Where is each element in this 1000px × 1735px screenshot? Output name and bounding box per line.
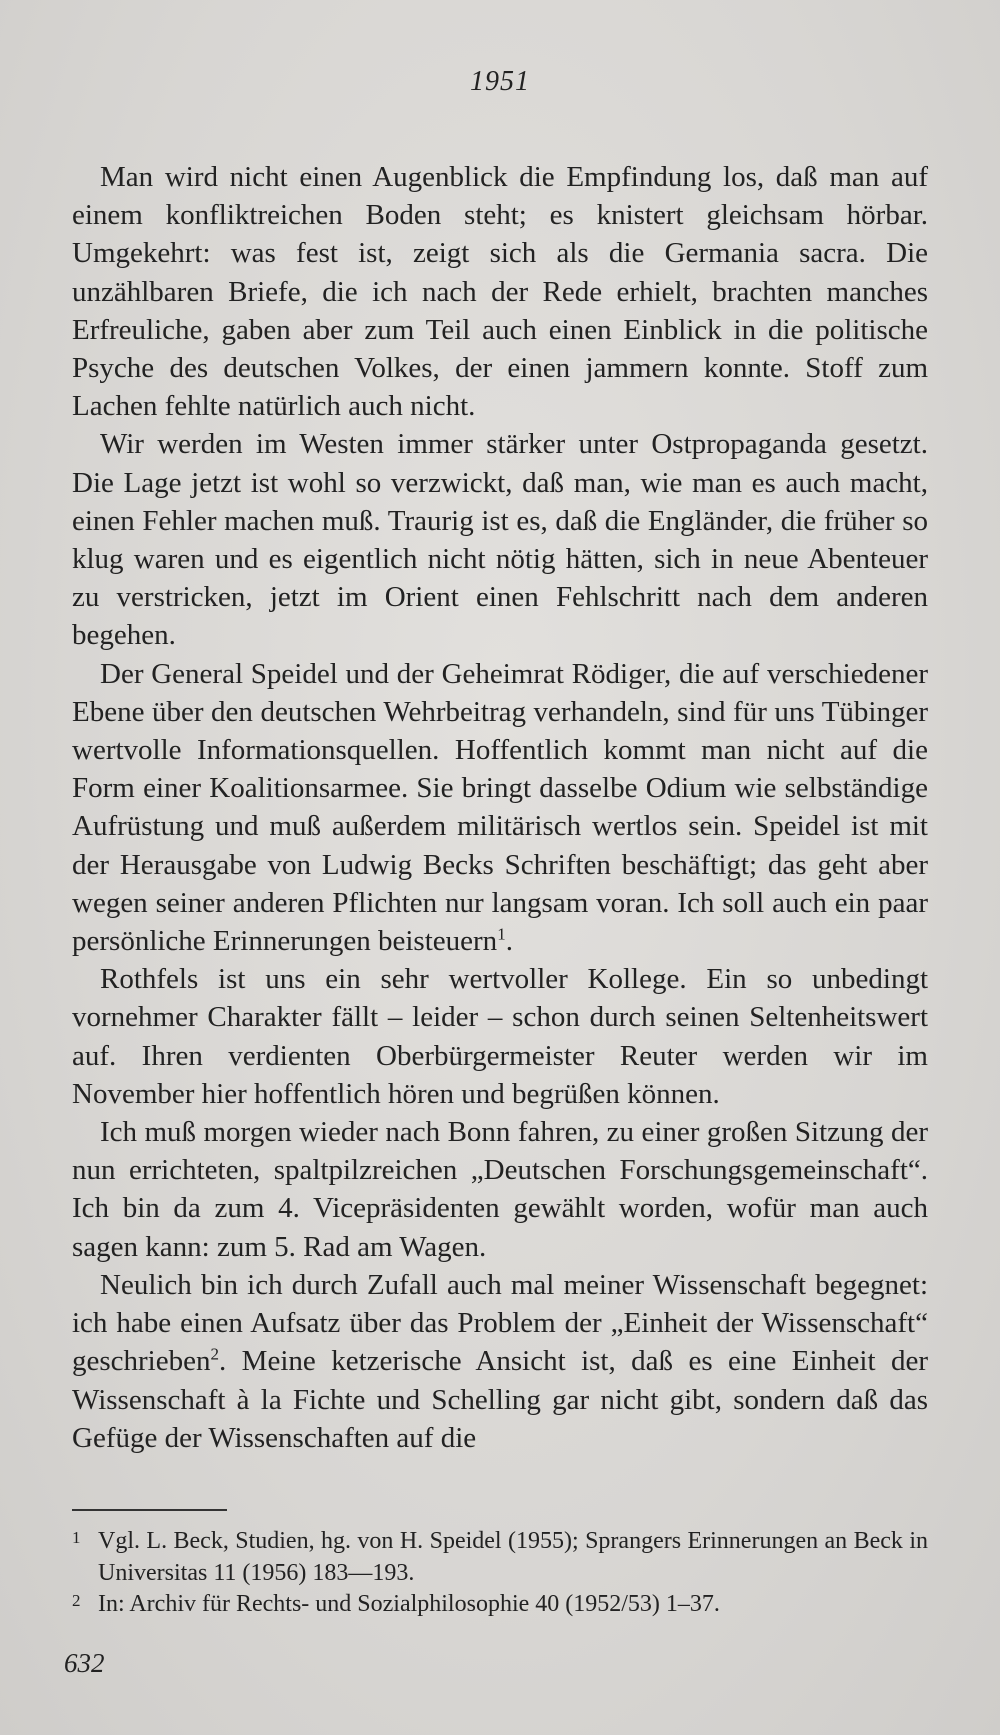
- footnote: [72, 1589, 928, 1621]
- page-number: 632: [64, 1648, 105, 1678]
- footnote-reference: 1: [497, 924, 506, 944]
- paragraph: Neulich bin ich durch Zufall auch mal meiner Wissenschaft begegnet: ich habe einen Aufsatz über das Problem der „Einheit der Wissenschaft“ geschrieben$^2$. Meine ketzerische Ansicht ist, daß es eine Einheit der Wissenschaft à la Fichte und Schelling gar nicht gibt, sondern daß das Gefüge der Wissenschaften auf die: [72, 1268, 928, 1454]
- footnote-text: Vgl. L. Beck, Studien, hg. von H. Speidel (1955); Sprangers Erinnerungen an Beck in Universitas 11 (1956) 183—193.: [98, 1528, 928, 1586]
- footnotes: [72, 1526, 928, 1621]
- body-text: [72, 158, 928, 1457]
- footnote-divider: [72, 1509, 227, 1511]
- footnote-text: In: Archiv für Rechts- und Sozialphilosophie 40 (1952/53) 1–37.: [98, 1591, 720, 1617]
- paragraph: Der General Speidel und der Geheimrat Rödiger, die auf verschiedener Ebene über den deutschen Wehrbeitrag verhandeln, sind für uns Tübinger wertvolle Informationsquellen. Hoffentlich kommt man nicht auf die Form einer Koalitionsarmee. Sie bringt dasselbe Odium wie selbständige Aufrüstung und muß außerdem militärisch wertlos sein. Speidel ist mit der Herausgabe von Ludwig Becks Schriften beschäftigt; das geht aber wegen seiner anderen Pflichten nur langsam voran. Ich soll auch ein paar persönliche Erinnerungen beisteuern$^1$.: [72, 657, 928, 958]
- footnote-reference: 2: [210, 1344, 219, 1364]
- paragraph: Rothfels ist uns ein sehr wertvoller Kollege. Ein so unbedingt vornehmer Charakter fällt – leider – schon durch seinen Seltenheitswert auf. Ihren verdienten Oberbürgermeister Reuter werden wir im November hier hoffentlich hören und begrüßen können.: [72, 963, 928, 1110]
- footnote-mark: 2: [72, 1591, 81, 1610]
- paragraph: Ich muß morgen wieder nach Bonn fahren, zu einer großen Sitzung der nun errichteten, spaltpilzreichen „Deutschen Forschungsgemeinschaft“. Ich bin da zum 4. Vicepräsidenten gewählt worden, wofür man auch sagen kann: zum 5. Rad am Wagen.: [72, 1116, 928, 1263]
- paragraph: Man wird nicht einen Augenblick die Empfindung los, daß man auf einem konfliktreichen Boden steht; es knistert gleichsam hörbar. Umgekehrt: was fest ist, zeigt sich als die Germania sacra. Die unzählbaren Briefe, die ich nach der Rede erhielt, brachten manches Erfreuliche, gaben aber zum Teil auch einen Einblick in die politische Psyche des deutschen Volkes, der einen jammern konnte. Stoff zum Lachen fehlte natürlich auch nicht.: [72, 161, 928, 423]
- running-head: 1951: [470, 66, 530, 97]
- footnote-mark: 1: [72, 1528, 81, 1547]
- footnote: [72, 1526, 928, 1589]
- paragraph: Wir werden im Westen immer stärker unter Ostpropaganda gesetzt. Die Lage jetzt ist wohl so verzwickt, daß man, wie man es auch macht, einen Fehler machen muß. Traurig ist es, daß die Engländer, die früher so klug waren und es eigentlich nicht nötig hätten, sich in neue Abenteuer zu verstricken, jetzt im Orient einen Fehlschritt nach dem anderen begehen.: [72, 428, 928, 652]
